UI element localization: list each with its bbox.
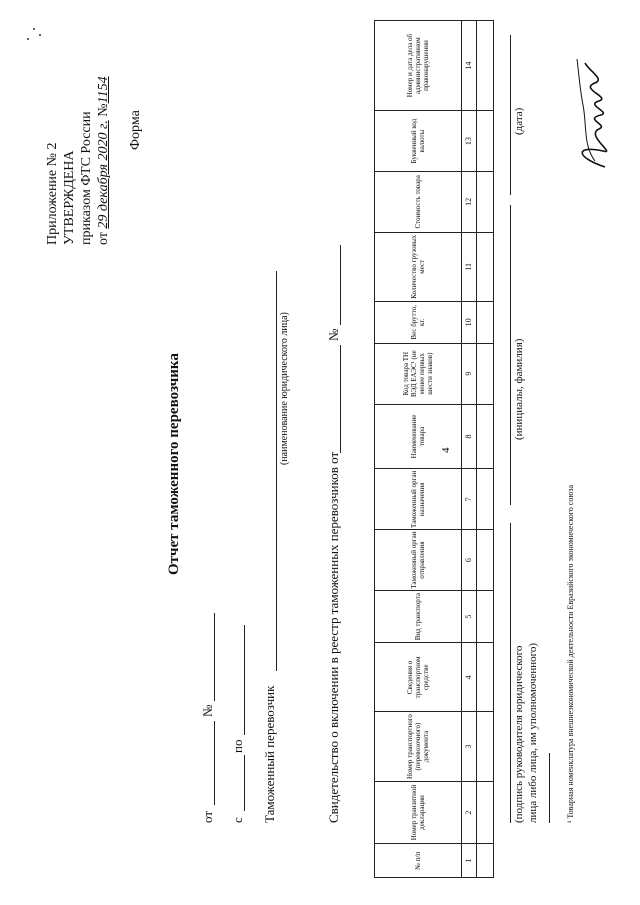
table-cell — [477, 712, 494, 781]
certificate-number-line — [326, 245, 341, 325]
period-to-label: по — [230, 739, 245, 753]
table-cell — [477, 171, 494, 232]
attachment-line-3: приказом ФТС России — [79, 111, 94, 245]
from-number-sign: № — [200, 704, 215, 717]
table-header-cell: Количество грузовых мест — [375, 232, 462, 301]
signature-caption-line-2: лица либо лица, им уполномоченного) — [527, 642, 539, 823]
signature-line — [500, 523, 511, 823]
table-cell — [477, 643, 494, 712]
table-cell — [477, 781, 494, 844]
from-date-line — [200, 721, 215, 805]
date-line — [500, 35, 511, 195]
table-header-cell: Таможенный орган отправления — [375, 530, 462, 591]
column-number: 4 — [462, 643, 477, 712]
carrier-label: Таможенный перевозчик — [262, 685, 277, 823]
table-header-cell: Номер транспортного (перевозочного) документа — [375, 712, 462, 781]
table-cell — [477, 590, 494, 642]
column-number: 9 — [462, 343, 477, 404]
page-number: 4 — [440, 447, 452, 453]
table-header-cell: Вид транспорта — [375, 590, 462, 642]
certificate-number-sign: № — [326, 328, 341, 341]
signature-caption-line-1: (подпись руководителя юридического — [513, 645, 525, 823]
table-cell — [477, 530, 494, 591]
table-cell — [477, 232, 494, 301]
attachment-date: 29 декабря 2020 г. — [96, 120, 111, 229]
period-from-line — [230, 755, 245, 811]
column-number: 7 — [462, 469, 477, 530]
footnote-text: ¹ Товарная номенклатура внешнеэкономической деятельности Евразийского экономического союза — [566, 484, 575, 823]
attachment-line-4 — [95, 76, 112, 245]
table-header-cell: Буквенный код валюты — [375, 111, 462, 172]
report-table — [374, 20, 494, 878]
scan-speck-marks — [22, 15, 46, 45]
column-number: 3 — [462, 712, 477, 781]
certificate-label: Свидетельство о включении в реестр таможенных перевозчиков от — [326, 451, 341, 823]
table-header-cell: Сведения о транспортном средстве — [375, 643, 462, 712]
signature-caption — [512, 643, 540, 823]
period-to-line — [230, 625, 245, 735]
table-cell — [477, 844, 494, 878]
column-number: 14 — [462, 21, 477, 111]
carrier-caption: (наименование юридического лица) — [279, 312, 290, 465]
column-number: 8 — [462, 404, 477, 469]
attachment-line-2: УТВЕРЖДЕНА — [62, 150, 77, 245]
column-number: 2 — [462, 781, 477, 844]
date-caption: (дата) — [513, 107, 525, 135]
report-title: Отчет таможенного перевозчика — [166, 353, 182, 575]
table-cell — [477, 469, 494, 530]
table-cell — [477, 111, 494, 172]
attachment-number-prefix: № — [96, 103, 111, 117]
column-number: 1 — [462, 844, 477, 878]
table-cell — [477, 301, 494, 343]
initials-line — [500, 205, 511, 505]
table-header-cell: № п/п — [375, 844, 462, 878]
attachment-line-1: Приложение № 2 — [45, 142, 60, 245]
column-number: 10 — [462, 301, 477, 343]
carrier-line — [262, 271, 277, 671]
period-from-label: с — [230, 817, 245, 823]
initials-caption: (инициалы, фамилия) — [513, 338, 525, 440]
table-column-numbers-row — [462, 21, 477, 878]
column-number: 6 — [462, 530, 477, 591]
handwritten-signature-image — [565, 55, 625, 175]
table-header-cell: Код товара ТН ВЭД ЕАЭС¹ (не менее первых шести знаков) — [375, 343, 462, 404]
table-header-cell: Таможенный орган назначения — [375, 469, 462, 530]
footnote-separator — [548, 753, 550, 823]
table-empty-row — [477, 21, 494, 878]
table-header-cell: Стоимость товара — [375, 171, 462, 232]
from-label: от — [200, 810, 215, 823]
certificate-date-line — [326, 345, 341, 453]
attachment-date-prefix: от — [96, 232, 111, 245]
from-number-line — [200, 613, 215, 701]
table-cell — [477, 343, 494, 404]
column-number: 12 — [462, 171, 477, 232]
table-header-cell: Вес брутто, кг. — [375, 301, 462, 343]
column-number: 13 — [462, 111, 477, 172]
attachment-number: 1154 — [96, 76, 111, 104]
table-cell — [477, 21, 494, 111]
column-number: 5 — [462, 590, 477, 642]
table-header-row — [375, 21, 462, 878]
table-header-cell: Наименование товара — [375, 404, 462, 469]
form-label: Форма — [128, 110, 143, 150]
column-number: 11 — [462, 232, 477, 301]
table-header-cell: Номер транзитной декларации — [375, 781, 462, 844]
table-header-cell: Номер и дата дела об административном правонарушении — [375, 21, 462, 111]
table-cell — [477, 404, 494, 469]
attachment-block — [44, 76, 112, 245]
